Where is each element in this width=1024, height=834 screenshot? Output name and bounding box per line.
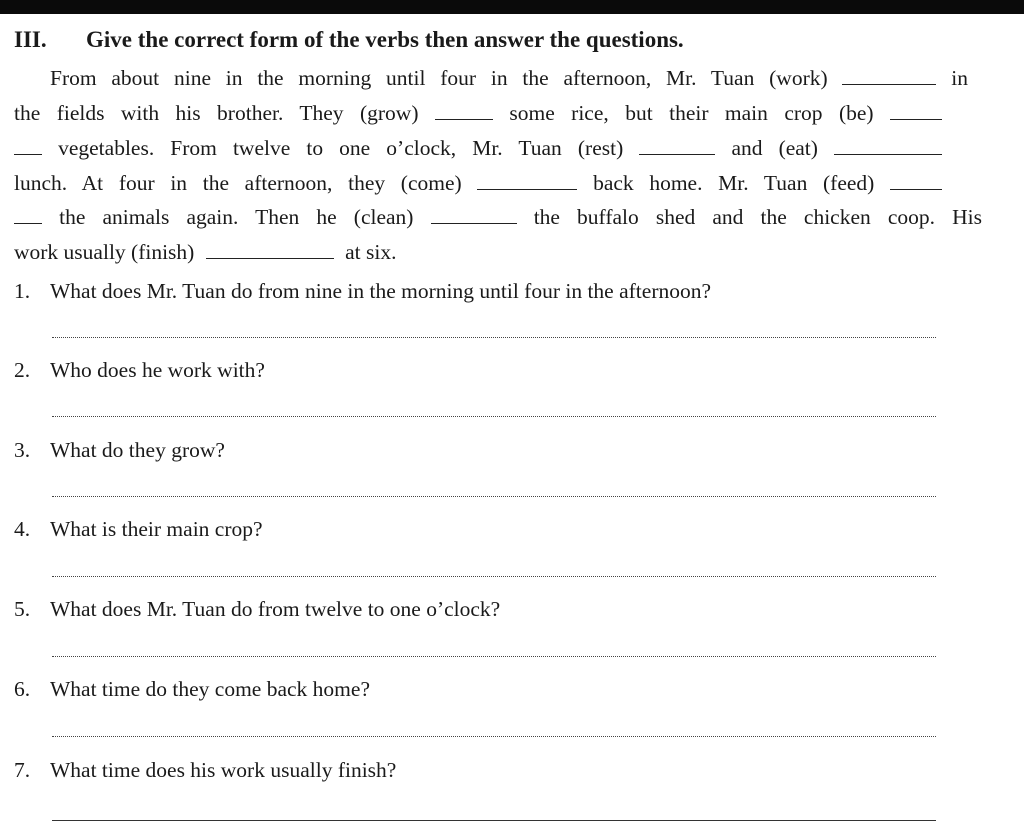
exercise-number: III. — [14, 27, 47, 52]
blank-finish[interactable] — [206, 240, 334, 259]
question-4: 4. What is their main crop? — [14, 517, 263, 541]
blank-come[interactable] — [477, 171, 577, 190]
blank-clean[interactable] — [431, 205, 517, 224]
question-1: 1. What does Mr. Tuan do from nine in the morning until four in the afternoon? — [14, 279, 712, 303]
question-2: 2. Who does he work with? — [14, 358, 265, 382]
question-6: 6. What time do they come back home? — [14, 677, 370, 701]
blank-feed[interactable] — [890, 171, 942, 190]
question-5: 5. What does Mr. Tuan do from twelve to one o’clock? — [14, 597, 501, 621]
passage-line-1: From about nine in the morning until four in the afternoon, Mr. Tuan (work) in — [50, 66, 969, 90]
passage-line-4: lunch. At four in the afternoon, they (come) back home. Mr. Tuan (feed) — [14, 171, 942, 195]
blank-work[interactable] — [842, 66, 936, 85]
exercise-title: Give the correct form of the verbs then answer the questions. — [86, 27, 684, 52]
blank-be-cont[interactable] — [14, 136, 42, 155]
top-bar — [0, 0, 1024, 14]
passage-line-2: the fields with his brother. They (grow) some rice, but their main crop (be) — [14, 101, 942, 125]
passage-line-5: the animals again. Then he (clean) the buffalo shed and the chicken coop. His — [14, 205, 982, 229]
blank-eat[interactable] — [834, 136, 942, 155]
passage-line-6: work usually (finish) at six. — [14, 240, 397, 264]
passage-line-3: vegetables. From twelve to one o’clock, Mr. Tuan (rest) and (eat) — [14, 136, 942, 160]
answer-line-3[interactable] — [52, 496, 936, 497]
question-3: 3. What do they grow? — [14, 438, 225, 462]
answer-line-1[interactable] — [52, 337, 936, 338]
answer-line-2[interactable] — [52, 416, 936, 417]
answer-line-4[interactable] — [52, 576, 936, 577]
question-7: 7. What time does his work usually finish? — [14, 758, 397, 782]
blank-rest[interactable] — [639, 136, 715, 155]
exercise-heading — [14, 27, 684, 53]
answer-line-7[interactable] — [52, 820, 936, 821]
blank-grow[interactable] — [435, 101, 493, 120]
answer-line-5[interactable] — [52, 656, 936, 657]
blank-feed-cont[interactable] — [14, 205, 42, 224]
answer-line-6[interactable] — [52, 736, 936, 737]
blank-be[interactable] — [890, 101, 942, 120]
